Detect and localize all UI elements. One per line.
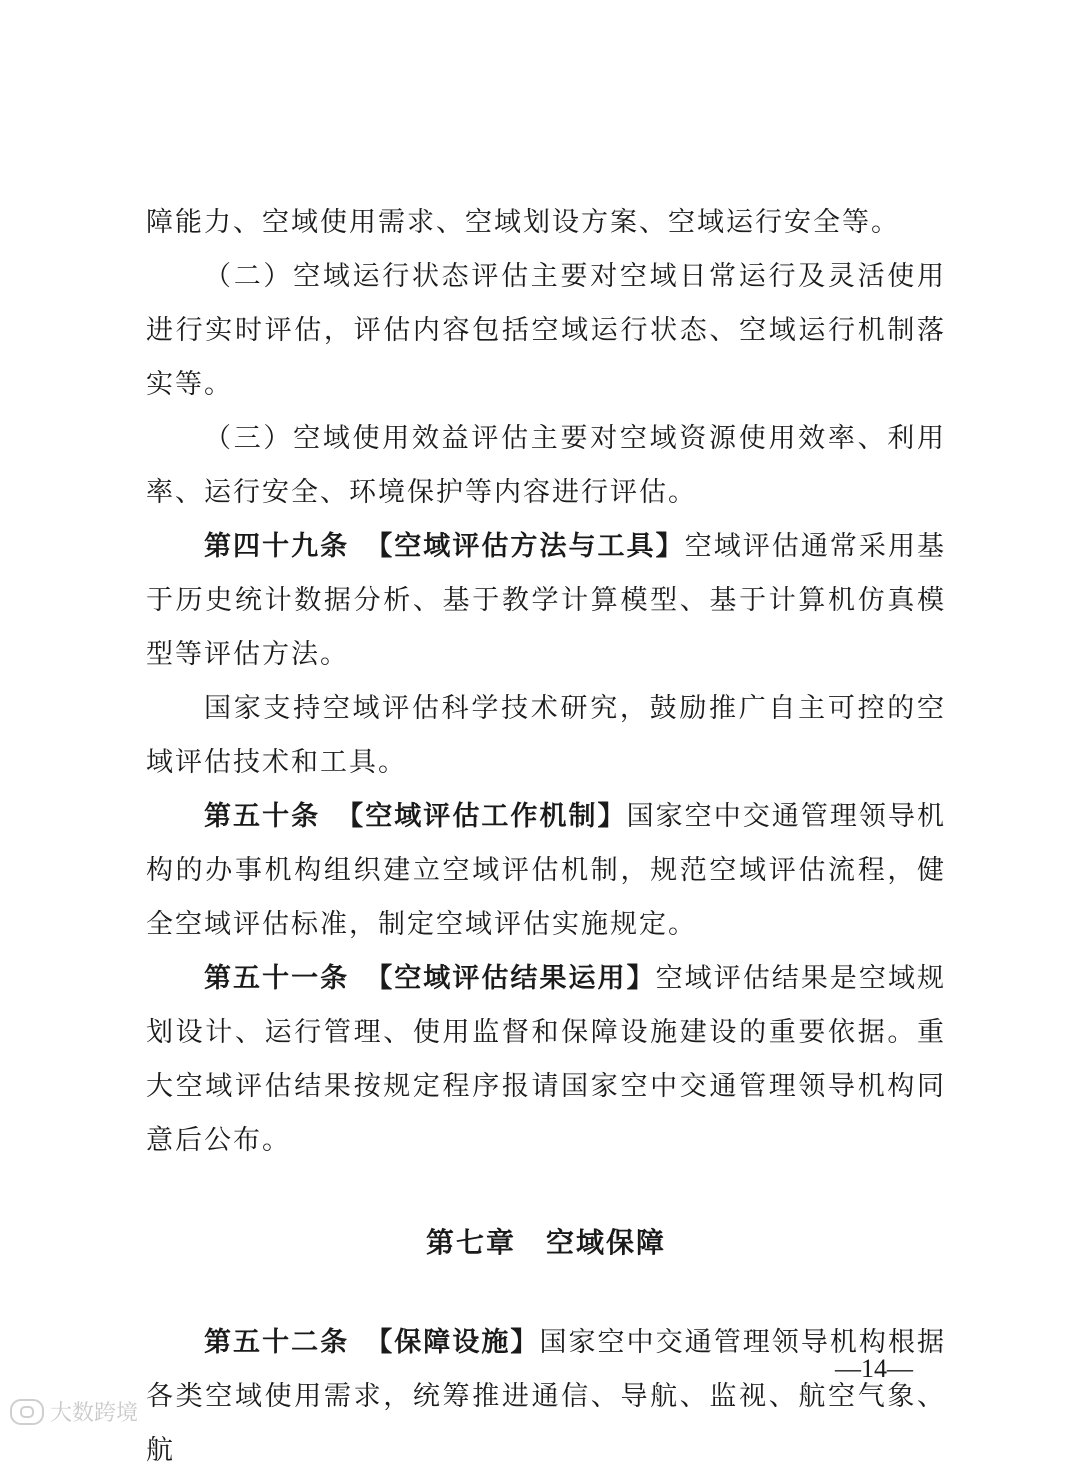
article-52-title: 【保障设施】 [365, 1327, 540, 1358]
page-number: —14— [835, 1354, 913, 1383]
watermark [10, 1396, 138, 1427]
paragraph-item-2: （二）空域运行状态评估主要对空域日常运行及灵活使用进行实时评估，评估内容包括空域运行状态、空域运行机制落实等。 [146, 261, 946, 400]
article-50 [146, 790, 946, 952]
article-52-body: 国家空中交通管理领导机构根据各类空域使用需求，统筹推进通信、导航、监视、航空气象、航 [146, 1327, 947, 1466]
paragraph-support: 国家支持空域评估科学技术研究，鼓励推广自主可控的空域评估技术和工具。 [146, 693, 946, 778]
article-51-body: 空域评估结果是空域规划设计、运行管理、使用监督和保障设施建设的重要依据。重大空域评估结果按规定程序报请国家空中交通管理领导机构同意后公布。 [146, 963, 947, 1156]
article-50-number: 第五十条 [204, 801, 321, 832]
watermark-text: 大数跨境 [50, 1401, 139, 1426]
watermark-logo-icon [10, 1399, 44, 1425]
chapter-heading: 第七章 空域保障 [425, 1226, 666, 1259]
paragraph-continuation: 障能力、空域使用需求、空域划设方案、空域运行安全等。 [146, 207, 900, 238]
article-49 [146, 520, 946, 682]
article-52-number: 第五十二条 [204, 1327, 350, 1358]
article-51-title: 【空域评估结果运用】 [365, 963, 656, 994]
article-52 [146, 1316, 946, 1478]
article-49-body: 空域评估通常采用基于历史统计数据分析、基于教学计算模型、基于计算机仿真模型等评估方法。 [146, 531, 947, 670]
paragraph-item-3: （三）空域使用效益评估主要对空域资源使用效率、利用率、运行安全、环境保护等内容进行评估。 [146, 423, 946, 508]
article-49-number: 第四十九条 [204, 531, 350, 562]
article-51 [146, 952, 946, 1168]
article-50-title: 【空域评估工作机制】 [336, 801, 627, 832]
article-49-title: 【空域评估方法与工具】 [365, 531, 685, 562]
article-50-body: 国家空中交通管理领导机构的办事机构组织建立空域评估机制，规范空域评估流程，健全空域评估标准，制定空域评估实施规定。 [146, 801, 947, 940]
article-51-number: 第五十一条 [204, 963, 350, 994]
document-body [146, 196, 946, 1478]
